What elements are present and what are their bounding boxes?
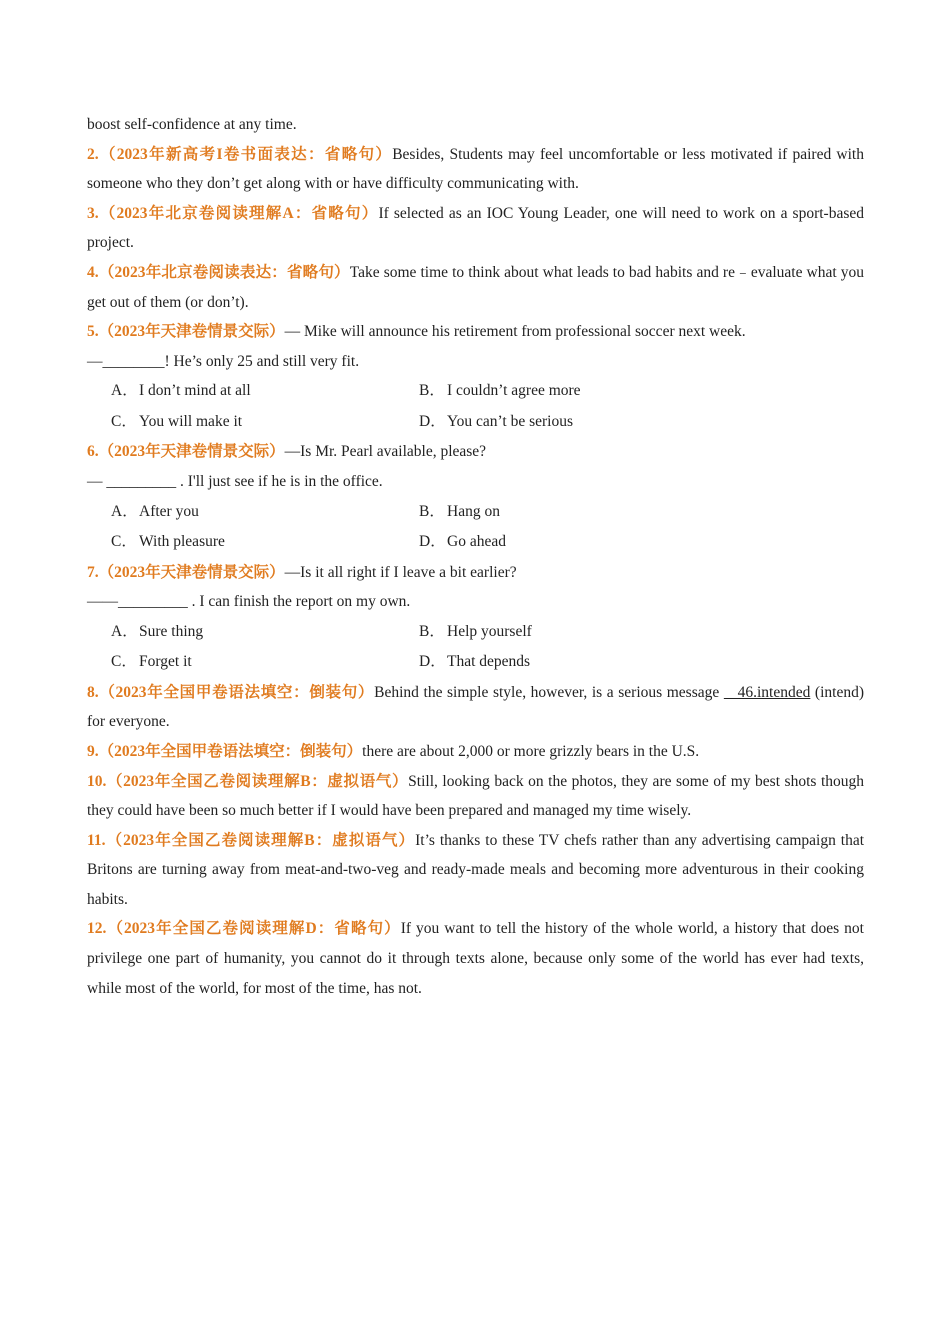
- option-text: I couldn’t agree more: [447, 382, 581, 400]
- option-letter: B．: [419, 382, 445, 400]
- document-body: [87, 110, 864, 1003]
- option-b: [419, 617, 864, 648]
- option-b: [419, 376, 864, 407]
- question-12: [87, 914, 864, 1003]
- option-letter: A．: [111, 382, 138, 400]
- option-text: Forget it: [139, 653, 192, 671]
- option-text: I don’t mind at all: [139, 382, 251, 400]
- question-5: [87, 317, 864, 347]
- question-3: [87, 199, 864, 258]
- text-line: [87, 110, 864, 140]
- question-text: If you want to tell the history of the whole world, a history that does not privilege one part of humanity, you cannot do it through texts alone, because only some of the world has ever had texts, while most of the world, for most of the time, has not.: [87, 920, 864, 997]
- question-9: [87, 737, 864, 767]
- question-text: Besides, Students may feel uncomfortable or less motivated if paired with someone who they don’t get along with or have difficulty communicating with.: [87, 145, 864, 193]
- option-text: After you: [139, 502, 199, 520]
- question-source: 4.（2023年北京卷阅读表达：省略句）: [87, 263, 350, 281]
- option-text: Sure thing: [139, 622, 204, 640]
- question-6: [87, 437, 864, 467]
- question-source: 8.（2023年全国甲卷语法填空：倒装句）: [87, 683, 375, 701]
- line-text: —________! He’s only 25 and still very fit.: [87, 352, 360, 370]
- option-text: You will make it: [139, 412, 243, 430]
- question-source: 11.（2023年全国乙卷阅读理解B：虚拟语气）: [87, 831, 416, 849]
- question-source: 7.（2023年天津卷情景交际）: [87, 563, 285, 581]
- question-10: [87, 767, 864, 826]
- option-a: [111, 617, 419, 648]
- dialogue-line: [87, 467, 864, 497]
- option-letter: A．: [111, 622, 138, 640]
- option-c: [111, 407, 419, 438]
- option-d: [419, 407, 864, 438]
- option-c: [111, 527, 419, 558]
- question-4: [87, 258, 864, 317]
- question-source: 3.（2023年北京卷阅读理解A：省略句）: [87, 204, 379, 222]
- question-11: [87, 826, 864, 915]
- question-8: [87, 678, 864, 737]
- option-text: You can’t be serious: [447, 412, 574, 430]
- filled-answer: 46.intended: [723, 683, 811, 701]
- option-a: [111, 497, 419, 528]
- question-text: It’s thanks to these TV chefs rather than any advertising campaign that Britons are turning away from meat-and-two-veg and ready-made meals and becoming more adventurous in their cooking habits.: [87, 831, 865, 908]
- option-letter: B．: [419, 622, 445, 640]
- option-c: [111, 647, 419, 678]
- option-letter: C．: [111, 533, 137, 551]
- option-a: [111, 376, 419, 407]
- option-d: [419, 527, 864, 558]
- question-text: Behind the simple style, however, is a serious message: [374, 683, 724, 701]
- question-source: 6.（2023年天津卷情景交际）: [87, 443, 285, 461]
- question-source: 9.（2023年全国甲卷语法填空：倒装句）: [87, 742, 363, 760]
- question-source: 5.（2023年天津卷情景交际）: [87, 323, 285, 341]
- line-text: ——_________ . I can finish the report on my own.: [87, 593, 411, 611]
- options-list: [87, 497, 864, 558]
- options-list: [87, 376, 864, 437]
- line-text: boost self-confidence at any time.: [87, 116, 297, 133]
- question-text: Still, looking back on the photos, they are some of my best shots though they could have been so much better if I would have been prepared and managed my time wisely.: [87, 772, 864, 820]
- option-letter: D．: [419, 412, 446, 430]
- option-letter: A．: [111, 502, 138, 520]
- question-7: [87, 558, 864, 588]
- option-text: Hang on: [447, 502, 500, 520]
- question-text-tail: (intend) for everyone.: [87, 683, 864, 731]
- question-text: —Is it all right if I leave a bit earlier?: [284, 563, 517, 581]
- line-text: — _________ . I'll just see if he is in the office.: [87, 472, 383, 490]
- option-b: [419, 497, 864, 528]
- question-2: [87, 140, 864, 199]
- question-text: Take some time to think about what leads to bad habits and re﹣evaluate what you get out of them (or don’t).: [87, 263, 864, 311]
- option-text: That depends: [447, 653, 531, 671]
- question-text: If selected as an IOC Young Leader, one will need to work on a sport-based project.: [87, 204, 864, 252]
- question-text: —Is Mr. Pearl available, please?: [284, 443, 487, 461]
- option-letter: D．: [419, 533, 446, 551]
- option-letter: C．: [111, 653, 137, 671]
- question-source: 12.（2023年全国乙卷阅读理解D：省略句）: [87, 920, 401, 938]
- dialogue-line: [87, 347, 864, 377]
- option-text: Help yourself: [447, 622, 532, 640]
- question-text: — Mike will announce his retirement from professional soccer next week.: [284, 323, 746, 341]
- option-d: [419, 647, 864, 678]
- option-letter: B．: [419, 502, 445, 520]
- options-list: [87, 617, 864, 678]
- question-text: there are about 2,000 or more grizzly bears in the U.S.: [362, 742, 700, 760]
- option-text: Go ahead: [447, 533, 506, 551]
- option-text: With pleasure: [139, 533, 225, 551]
- question-source: 10.（2023年全国乙卷阅读理解B：虚拟语气）: [87, 772, 409, 790]
- option-letter: C．: [111, 412, 137, 430]
- question-source: 2.（2023年新高考I卷书面表达：省略句）: [87, 145, 393, 163]
- option-letter: D．: [419, 653, 446, 671]
- dialogue-line: [87, 587, 864, 617]
